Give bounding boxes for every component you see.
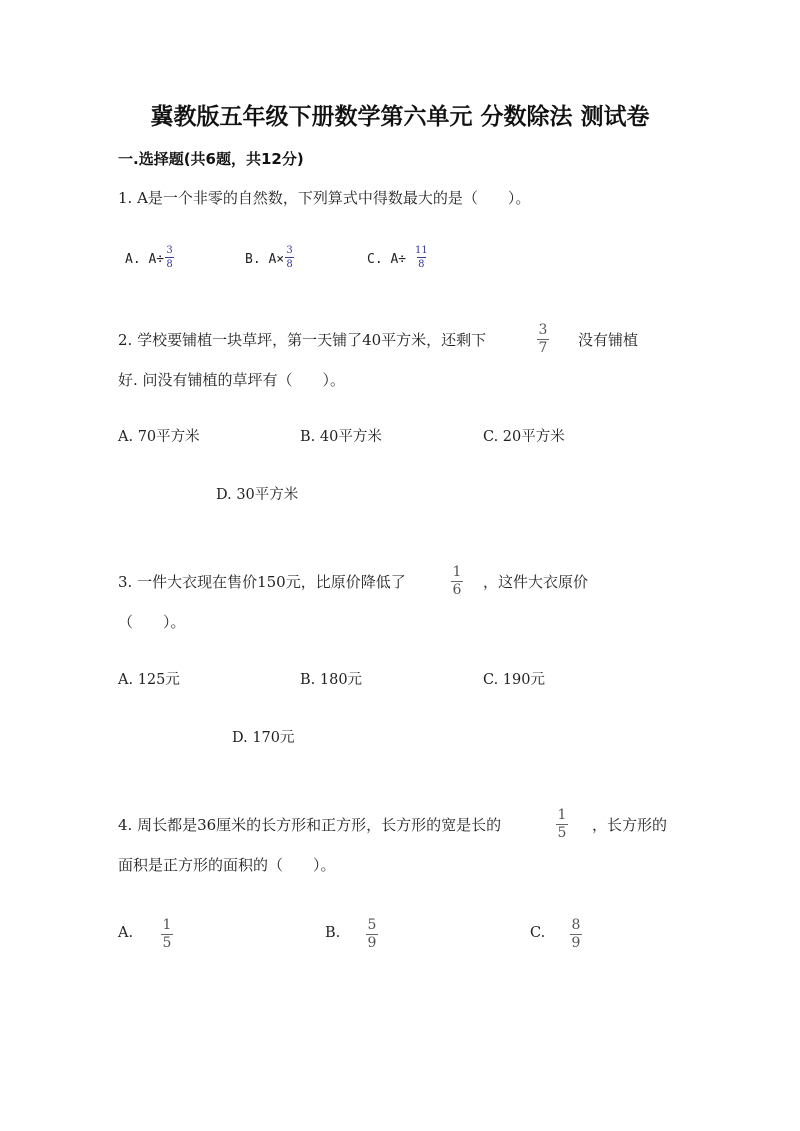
fraction-numerator: 3: [286, 245, 293, 256]
fraction-bar: [285, 257, 294, 258]
q2-option-b: B. 40平方米: [300, 429, 382, 445]
q4-option-b-label: B.: [325, 925, 341, 941]
fraction-numerator: 8: [571, 917, 581, 933]
fraction-numerator: 11: [415, 245, 428, 256]
q2-option-d: D. 30平方米: [216, 487, 299, 503]
fraction-denominator: 6: [452, 582, 462, 598]
q3-option-a: A. 125元: [118, 672, 180, 688]
q1-option-c-fraction: [415, 245, 428, 270]
fraction-denominator: 8: [286, 259, 293, 270]
q3-option-b: B. 180元: [300, 672, 363, 688]
q3-option-d: D. 170元: [232, 730, 295, 746]
q4-option-c-label: C.: [530, 925, 546, 941]
q3-fraction: [451, 565, 463, 598]
fraction-bar: [165, 257, 174, 258]
question-3-line1-end: ，这件大衣原价: [483, 573, 589, 591]
section-heading: 一.选择题(共6题，共12分): [118, 150, 304, 168]
question-3-line1: 3. 一件大衣现在售价150元，比原价降低了: [118, 573, 406, 591]
q4-option-b-fraction: [366, 918, 378, 951]
question-1-text: 1. A是一个非零的自然数，下列算式中得数最大的是（ ）。: [118, 189, 531, 207]
fraction-numerator: 1: [162, 917, 172, 933]
q1-option-a-fraction: [165, 245, 174, 270]
q4-option-a-fraction: [161, 918, 173, 951]
question-2-line1: 2. 学校要铺植一块草坪，第一天铺了40平方米，还剩下: [118, 331, 487, 349]
fraction-numerator: 3: [166, 245, 173, 256]
fraction-numerator: 3: [538, 322, 548, 338]
question-4-line1: 4. 周长都是36厘米的长方形和正方形，长方形的宽是长的: [118, 816, 502, 834]
question-2-line2: 好. 问没有铺植的草坪有（ ）。: [118, 371, 346, 389]
q1-option-a-label: A. A÷: [125, 252, 165, 267]
fraction-denominator: 5: [162, 935, 172, 951]
fraction-numerator: 5: [367, 917, 377, 933]
q2-fraction: [537, 323, 549, 356]
fraction-numerator: 1: [452, 564, 462, 580]
fraction-denominator: 5: [557, 825, 567, 841]
q3-option-c: C. 190元: [483, 672, 545, 688]
fraction-numerator: 1: [557, 807, 567, 823]
q1-option-c-label: C. A÷: [367, 252, 407, 267]
fraction-denominator: 9: [571, 935, 581, 951]
q4-option-a-label: A.: [118, 925, 134, 941]
question-4-line1-end: ，长方形的: [592, 816, 668, 834]
q4-fraction: [556, 808, 568, 841]
fraction-denominator: 9: [367, 935, 377, 951]
page-title: 冀教版五年级下册数学第六单元 分数除法 测试卷: [150, 104, 650, 130]
question-4-line2: 面积是正方形的面积的（ ）。: [118, 856, 336, 874]
q4-option-c-fraction: [570, 918, 582, 951]
fraction-denominator: 8: [166, 259, 173, 270]
question-2-line1-end: 没有铺植: [578, 331, 639, 349]
q1-option-b-fraction: [285, 245, 294, 270]
q2-option-c: C. 20平方米: [483, 429, 565, 445]
fraction-bar: [417, 257, 426, 258]
q2-option-a: A. 70平方米: [118, 429, 200, 445]
fraction-denominator: 8: [418, 259, 425, 270]
question-3-line2: （ ）。: [118, 613, 186, 631]
fraction-denominator: 7: [538, 340, 548, 356]
q1-option-b-label: B. A×: [245, 252, 285, 267]
